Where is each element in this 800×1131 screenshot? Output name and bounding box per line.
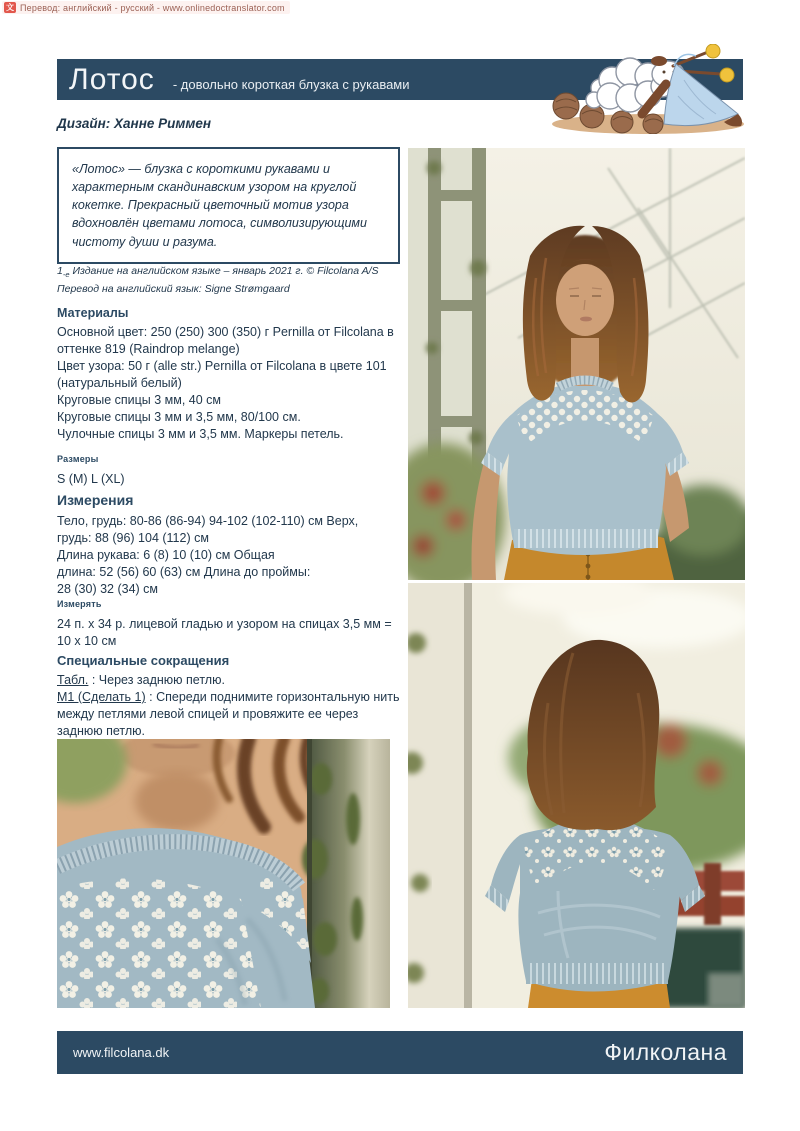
measurements-line: 28 (30) 32 (34) см (57, 582, 159, 596)
designer-line: Дизайн: Ханне Риммен (57, 116, 212, 131)
materials-line: Основной цвет: 250 (250) 300 (350) г Pernilla от Filcolana в оттенке 819 (Raindrop melange) (57, 325, 394, 356)
abbreviation-definition: : Через заднюю петлю. (88, 673, 225, 687)
abbreviation-definition: : Спереди поднимите горизонтальную нить между петлями левой спицей и провяжите ее через заднюю петлю. (57, 690, 400, 738)
measurements-heading: Измерения (57, 492, 134, 508)
gauge-line: 10 x 10 см (57, 634, 117, 648)
abbreviation-item (57, 672, 400, 689)
sheep-logo-illustration (548, 44, 746, 134)
gauge-heading: Измерять (57, 599, 102, 609)
intro-box (57, 147, 400, 264)
measurements-line: Тело, грудь: 80-86 (86-94) 94-102 (102-110) см Верх, (57, 514, 359, 528)
footer-url-link[interactable]: www.filcolana.dk (73, 1045, 170, 1060)
front-photo (408, 148, 745, 580)
measurements-line: грудь: 88 (96) 104 (112) см (57, 531, 209, 545)
abbreviation-term: Табл. (57, 673, 89, 687)
intro-text: «Лотос» — блузка с короткими рукавами и характерным скандинавским узором на круглой кокетке. Прекрасный цветочный мотив узора вдохновлён цветами лотоса, символизирующими чистоту души и разума. (72, 162, 367, 249)
back-photo (408, 583, 745, 1008)
translator-banner[interactable] (2, 1, 290, 14)
gauge-line: 24 п. x 34 р. лицевой гладью и узором на спицах 3,5 мм = (57, 617, 392, 631)
edition-line1: $1_{-е}$ Издание на английском языке – январь 2021 г. © Filcolana A/S (57, 265, 379, 280)
abbreviation-item (57, 689, 400, 740)
sizes-heading: Размеры (57, 454, 99, 464)
materials-line: Круговые спицы 3 мм и 3,5 мм, 80/100 см. (57, 410, 301, 424)
edition-line2: Перевод на английский язык: Signe Strømgaard (57, 282, 290, 295)
edition-block (57, 263, 400, 297)
materials-line: Чулочные спицы 3 мм и 3,5 мм. Маркеры петель. (57, 427, 344, 441)
sizes-value: S (M) L (XL) (57, 472, 125, 486)
translator-label: Перевод: английский - русский - www.onlinedoctranslator.com (20, 2, 285, 13)
materials-line: Цвет узора: 50 г (alle str.) Pernilla от Filcolana в цвете 101 (натуральный белый) (57, 359, 387, 390)
materials-heading: Материалы (57, 306, 129, 320)
sizes-section (57, 451, 400, 488)
abbreviation-term: М1 (Сделать 1) (57, 690, 146, 704)
measurements-line: длина: 52 (56) 60 (63) см Длина до проймы: (57, 565, 311, 579)
gauge-section (57, 596, 400, 650)
footer-brand-wordmark: Филколана (604, 1039, 727, 1065)
page-subtitle: - довольно короткая блузка с рукавами (172, 77, 410, 92)
abbreviations-section (57, 652, 400, 740)
translate-icon: 文 (6, 3, 14, 12)
measurements-section (57, 492, 400, 598)
detail-photo (57, 739, 390, 1008)
footer-bar (57, 1031, 743, 1074)
page-title: Лотос (69, 63, 155, 96)
materials-line: Круговые спицы 3 мм, 40 см (57, 393, 222, 407)
materials-section (57, 305, 400, 443)
measurements-line: Длина рукава: 6 (8) 10 (10) см Общая (57, 548, 275, 562)
abbreviations-heading: Специальные сокращения (57, 653, 230, 668)
